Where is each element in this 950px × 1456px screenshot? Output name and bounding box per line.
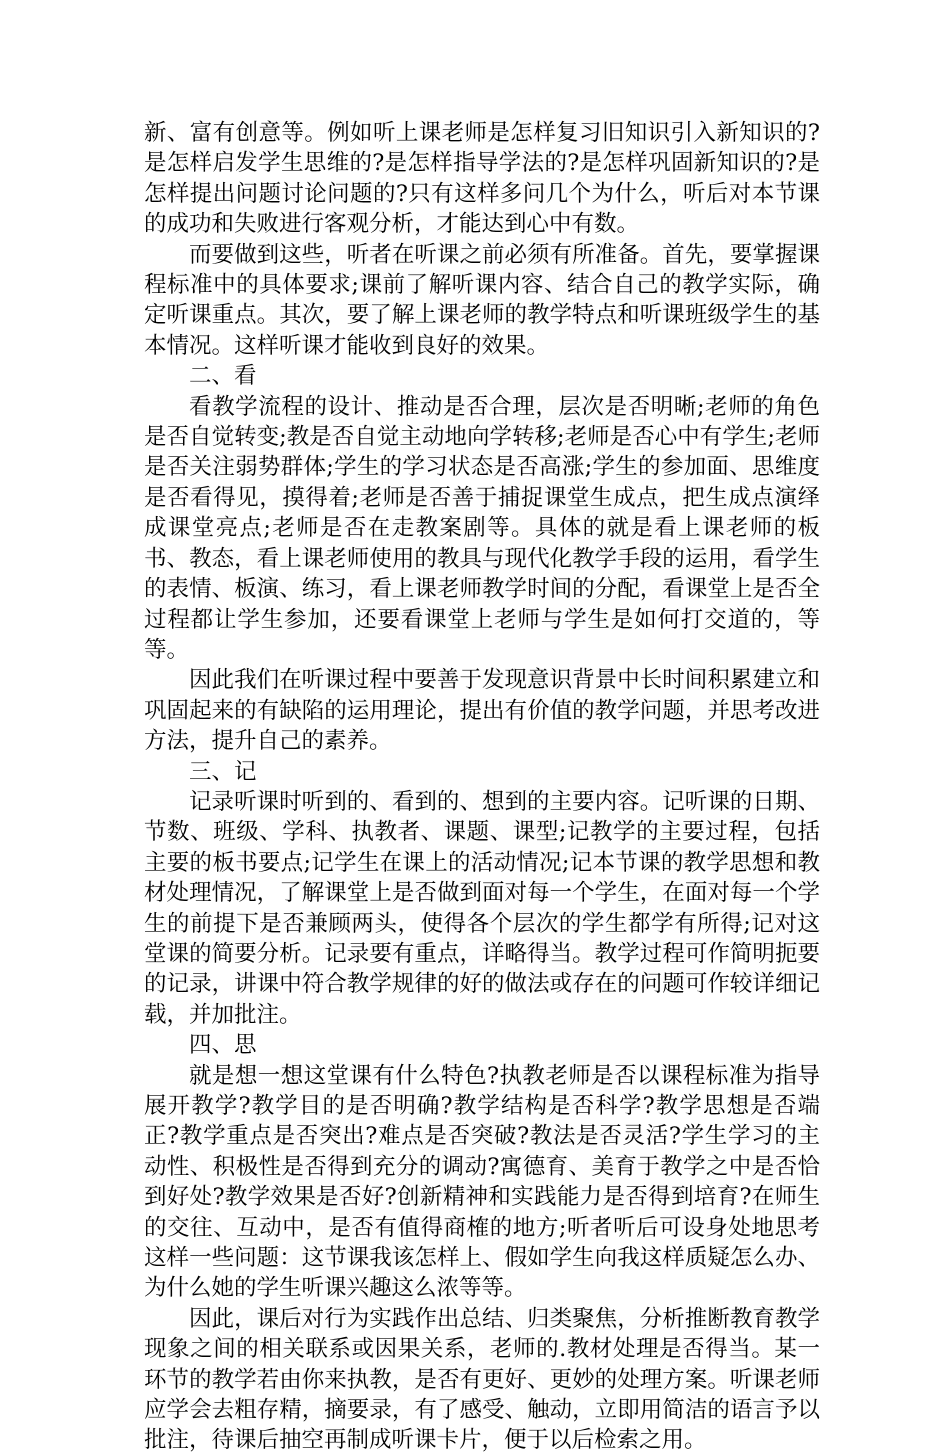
paragraph-think-conclusion: 因此，课后对行为实践作出总结、归类聚焦，分析推断教育教学现象之间的相关联系或因果关系，老师的.教材处理是否得当。某一环节的教学若由你来执教，是否有更好、更妙的处理方案。听课老师应学会去粗存精，摘要录，有了感受、触动，立即用简洁的语言予以批注，待课后抽空再制成听课卡片，便于以后检索之用。 — [144, 1305, 820, 1454]
section-heading-look: 二、看 — [189, 363, 257, 390]
paragraph-record: 记录听课时听到的、看到的、想到的主要内容。记听课的日期、节数、班级、学科、执教者、课题、课型;记教学的主要过程，包括主要的板书要点;记学生在课上的活动情况;记本节课的教学思想和教材处理情况，了解课堂上是否做到面对每一个学生，在面对每一个学生的前提下是否兼顾两头，使得各个层次的学生都学有所得;记对这堂课的简要分析。记录要有重点，详略得当。教学过程可作简明扼要的记录，讲课中符合教学规律的好的做法或存在的问题可作较详细记载，并加批注。 — [144, 788, 820, 1028]
paragraph-look-conclusion: 因此我们在听课过程中要善于发现意识背景中长时间积累建立和巩固起来的有缺陷的运用理论，提出有价值的教学问题，并思考改进方法，提升自己的素养。 — [144, 667, 820, 755]
section-heading-record: 三、记 — [189, 758, 257, 785]
paragraph-look: 看教学流程的设计、推动是否合理，层次是否明晰;老师的角色是否自觉转变;教是否自觉主动地向学转移;老师是否心中有学生;老师是否关注弱势群体;学生的学习状态是否高涨;学生的参加面、思维度是否看得见，摸得着;老师是否善于捕捉课堂生成点，把生成点演绎成课堂亮点;老师是否在走教案剧等。具体的就是看上课老师的板书、教态，看上课老师使用的教具与现代化教学手段的运用，看学生的表情、板演、练习，看上课老师教学时间的分配，看课堂上是否全过程都让学生参加，还要看课堂上老师与学生是如何打交道的，等等。 — [144, 393, 820, 663]
section-heading-think: 四、思 — [189, 1032, 257, 1059]
paragraph-think: 就是想一想这堂课有什么特色?执教老师是否以课程标准为指导展开教学?教学目的是否明确?教学结构是否科学?教学思想是否端正?教学重点是否突出?难点是否突破?教法是否灵活?学生学习的主动性、积极性是否得到充分的调动?寓德育、美育于教学之中是否恰到好处?教学效果是否好?创新精神和实践能力是否得到培育?在师生的交往、互动中，是否有值得商榷的地方;听者听后可设身处地思考这样一些问题：这节课我该怎样上、假如学生向我这样质疑怎么办、为什么她的学生听课兴趣这么浓等等。 — [144, 1062, 820, 1302]
document-body — [144, 118, 820, 1456]
paragraph-continued: 新、富有创意等。例如听上课老师是怎样复习旧知识引入新知识的?是怎样启发学生思维的?是怎样指导学法的?是怎样巩固新知识的?是怎样提出问题讨论问题的?只有这样多问几个为什么，听后对本节课的成功和失败进行客观分析，才能达到心中有数。 — [144, 120, 820, 238]
paragraph-preparation: 而要做到这些，听者在听课之前必须有所准备。首先，要掌握课程标准中的具体要求;课前了解听课内容、结合自己的教学实际，确定听课重点。其次，要了解上课老师的教学特点和听课班级学生的基本情况。这样听课才能收到良好的效果。 — [144, 241, 820, 359]
